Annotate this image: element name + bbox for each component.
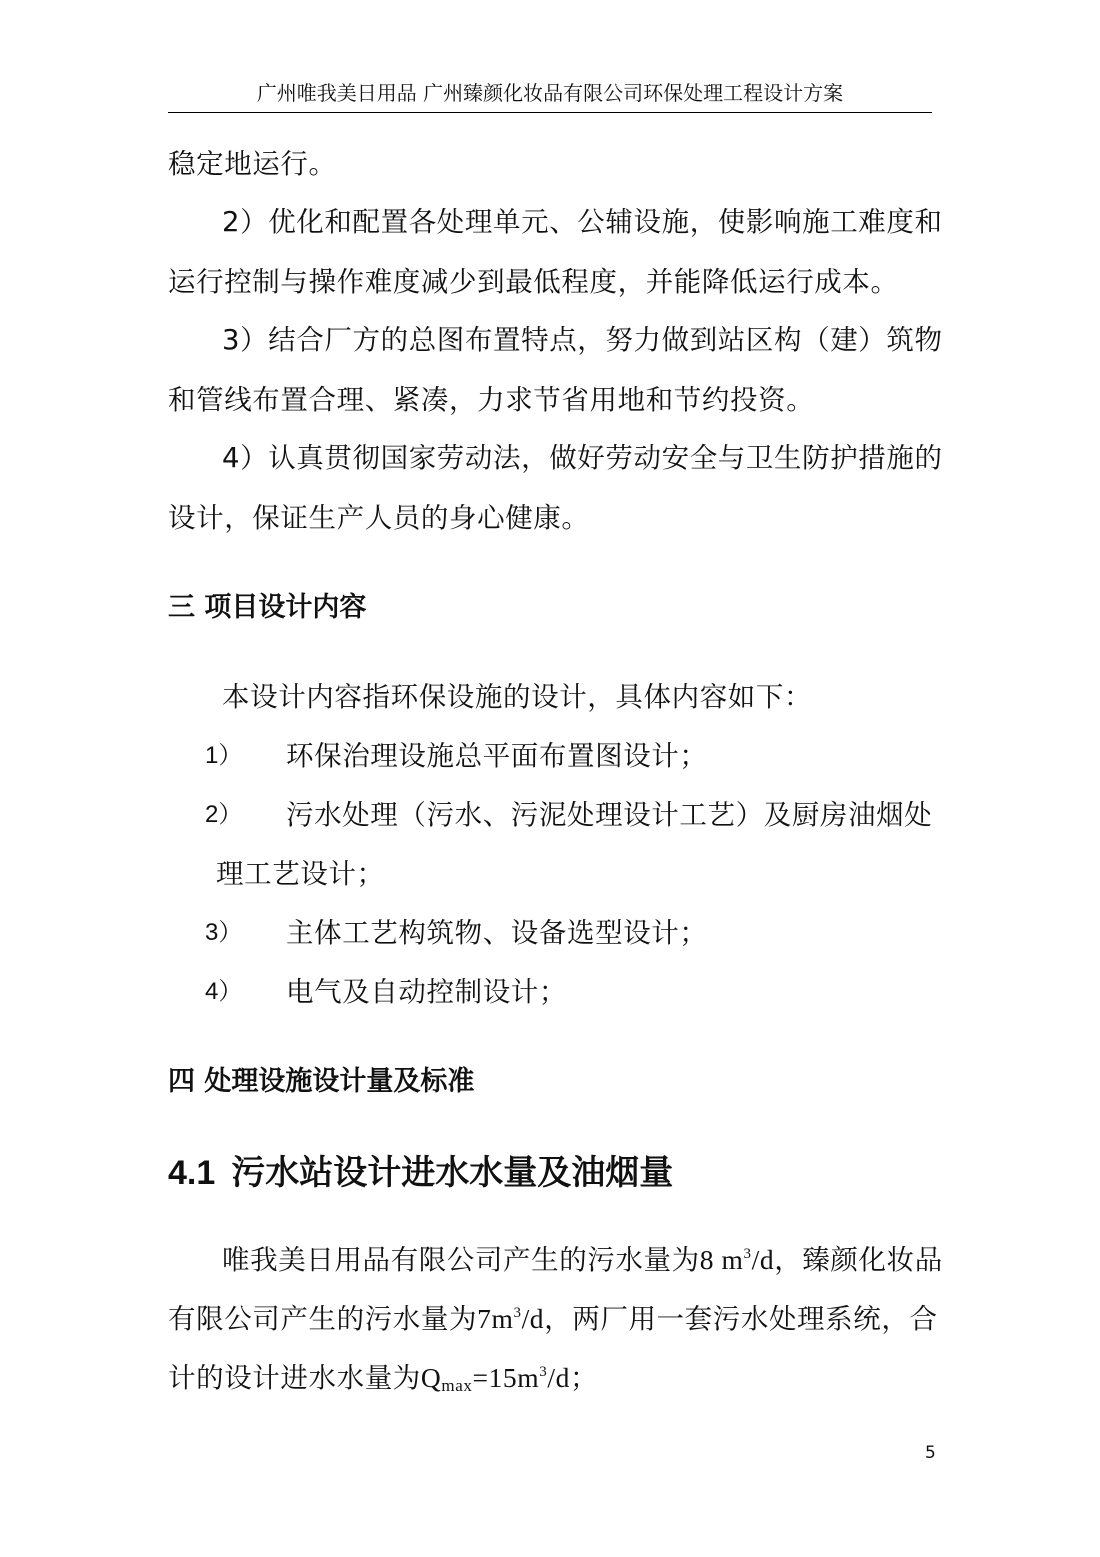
flow-unit: /d: [751, 1244, 775, 1275]
section-4-heading: 四 处理设施设计量及标准: [168, 1066, 475, 1097]
section-3-heading: 三 项目设计内容: [168, 592, 367, 623]
list-item-1-number: 1）: [205, 742, 243, 769]
list-item-3-number: 3）: [205, 919, 243, 946]
list-item-2-text: 污水处理（污水、污泥处理设计工艺）及厨房油烟处: [286, 799, 933, 831]
list-item-2-number: 2）: [205, 801, 243, 828]
list-item-3-text: 主体工艺构筑物、设备选型设计；: [286, 917, 708, 949]
page-number: 5: [925, 1443, 936, 1463]
flow-text: ，两厂用一套污水处理系统，合: [544, 1303, 938, 1335]
subscript: max: [441, 1376, 473, 1395]
flow-value: =15m: [472, 1362, 540, 1393]
principle-2-line1: 2）优化和配置各处理单元、公辅设施，使影响施工难度和: [222, 206, 943, 238]
list-item-2-continuation: 理工艺设计；: [216, 858, 385, 890]
principle-2-line2: 运行控制与操作难度减少到最低程度，并能降低运行成本。: [168, 266, 899, 298]
flow-value: 8 m: [699, 1244, 744, 1275]
flow-text: 唯我美日用品有限公司产生的污水量为: [222, 1244, 700, 1276]
superscript: 3: [743, 1246, 752, 1262]
flow-paragraph-line1: [222, 1236, 943, 1278]
superscript: 3: [539, 1364, 548, 1380]
flow-paragraph-line3: [168, 1354, 598, 1404]
flow-paragraph-line2: [168, 1295, 938, 1337]
flow-text: ；: [569, 1362, 599, 1394]
paragraph-continuation: 稳定地运行。: [168, 148, 337, 180]
flow-text: ，臻颜化妆品: [774, 1244, 943, 1276]
page-header: 广州唯我美日用品 广州臻颜化妆品有限公司环保处理工程设计方案: [256, 81, 844, 105]
list-item-4-number: 4）: [205, 978, 243, 1005]
subsection-title: 污水站设计进水水量及油烟量: [231, 1153, 674, 1193]
flow-unit: /d: [547, 1362, 570, 1393]
principle-3-line1: 3）结合厂方的总图布置特点，努力做到站区构（建）筑物: [222, 324, 943, 356]
principle-4-line1: 4）认真贯彻国家劳动法，做好劳动安全与卫生防护措施的: [222, 442, 943, 474]
flow-symbol: Q: [420, 1362, 442, 1393]
section-3-intro: 本设计内容指环保设施的设计，具体内容如下：: [222, 681, 813, 713]
list-item-4-text: 电气及自动控制设计；: [286, 976, 567, 1008]
list-item-1-text: 环保治理设施总平面布置图设计；: [286, 740, 708, 772]
superscript: 3: [513, 1305, 522, 1321]
flow-text: 有限公司产生的污水量为: [168, 1303, 478, 1335]
header-rule: [168, 112, 932, 113]
flow-unit: /d: [521, 1303, 545, 1334]
flow-value: 7m: [477, 1303, 514, 1334]
principle-4-line2: 设计，保证生产人员的身心健康。: [168, 502, 590, 534]
flow-text: 计的设计进水水量为: [168, 1362, 421, 1394]
principle-3-line2: 和管线布置合理、紧凑，力求节省用地和节约投资。: [168, 384, 815, 416]
subsection-number: 4.1: [168, 1154, 216, 1192]
subsection-4-1-heading: [168, 1151, 673, 1195]
